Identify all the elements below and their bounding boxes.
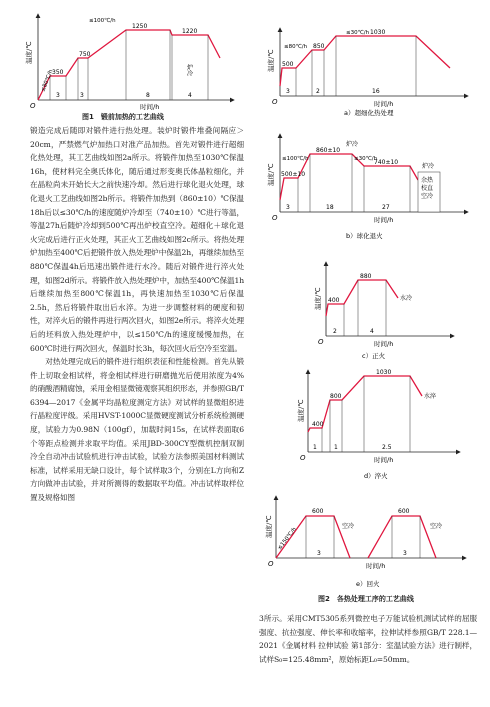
fig1-y-label: 温度/℃ [25,41,33,64]
fig1-origin: O [30,102,36,110]
fig2d-y-label: 温度/℃ [297,399,305,422]
fig2b-temp-740: 740±10 [374,159,399,166]
fig1-temp-1250: 1250 [132,23,148,30]
fig2a-temp-1030: 1030 [370,29,386,36]
fig2b-time-27: 27 [382,204,390,211]
paragraph-tensile: 3所示。采用CMT5305系列微控电子万能试验机测试试样的屈服强度、抗拉强度、伸长率和收缩率，拉伸试样参照GB/T 228.1—2021《金属材料 拉伸试验 第1部分：室温试验方法》进行制样，试样S₀=125.48mm²，原始标距L₀=50mm。 [259,614,477,664]
fig2b-rate-label: ≤100℃/h [282,156,309,162]
fig1-temp-1220: 1220 [182,28,198,35]
fig2d-cool: 水淬 [424,393,437,400]
fig2d-time-1b: 1 [334,444,338,451]
fig1-rate-label: ≤80℃/h [40,69,55,93]
fig2c-temp-880: 880 [360,273,372,280]
fig2c-time-2: 2 [333,328,337,335]
fig2e-cool-1: 空冷 [342,523,355,530]
fig2b-furnace2: 炉冷 [422,163,435,170]
fig1-temp-350: 350 [52,69,64,76]
fig2d-time-1a: 1 [313,444,317,451]
fig2d-x-label: 时间/h [374,456,394,464]
fig1-time-3a: 3 [56,92,60,99]
fig2c-y-label: 温度/℃ [314,287,322,310]
fig2b-y-label: 温度/℃ [267,163,275,186]
figure-2c-chart [314,258,464,360]
fig2e-origin: O [268,560,274,568]
fig1-rate2-label: ≤100℃/h [89,18,116,24]
fig2c-x-label: 时间/h [374,340,394,348]
fig2b-temp-500: 500±10 [281,171,306,178]
figure-2d-chart [294,366,468,482]
fig1-caption: 图1 锻前加热的工艺曲线 [82,113,164,121]
fig2e-temp-600a: 600 [312,508,324,515]
fig1-time-3b: 3 [80,92,84,99]
fig2b-time-18: 18 [326,204,334,211]
fig2a-time-16: 16 [372,88,380,95]
figure-2e-chart [262,492,472,592]
fig2e-curve-2 [368,516,436,558]
fig2a-y-label: 温度/℃ [267,49,275,72]
fig2b-x-label: 时间/h [374,216,394,224]
fig2a-caption: a）超细化热处理 [344,109,394,117]
left-column-text [30,124,244,505]
fig2c-origin: O [318,338,324,346]
fig2e-time-3a: 3 [317,550,321,557]
fig2d-temp-400: 400 [312,421,324,428]
fig2a-rate2-label: ≤30℃/h [346,30,370,36]
fig2e-x-label: 时间/h [366,562,386,570]
fig2b-origin: O [272,214,278,222]
figure-2a-chart [264,26,472,118]
fig1-time-8: 8 [146,92,150,99]
paragraph-characterization: 对热处理完成后的锻件进行组织表征和性能检测。首先从锻件上切取金相试样，将金相试样进行研磨抛光后使用浓度为4%的硝酸酒精腐蚀，采用金相显微镜观察其组织形态，并参照GB/T 6394—2017《金属平均晶粒度测定方法》对试样的显微组织进行晶粒度评级。采用HVST-1000C显微硬度测试分析系统检测硬度，试验力为0.98N（100gf），加载时间15s，在试样表面取6个等距点检测并求取平均值。采用JBD-300CY型微机控制双制冷全自动冲击试验机进行冲击试验，试验方法参照美国材料测试标准，试样采用无缺口设计，每个试样取3个，分别在L方向和Z方向做冲击试验，并对所测得的数据取平均值。冲击试样取样位置及规格如图 [30,357,244,503]
fig2a-x-label: 时间/h [374,100,394,108]
fig2e-rate-label: ≤150℃/h [276,526,298,552]
fig2c-caption: c）正火 [362,352,386,360]
right-column-text [259,612,477,666]
fig2d-origin: O [300,454,306,462]
fig2c-cool: 水冷 [400,295,413,302]
fig2a-rate-label: ≤80℃/h [284,44,308,50]
fig2e-time-3b: 3 [403,550,407,557]
fig2e-temp-600b: 600 [398,508,410,515]
fig2a-time-3: 3 [286,88,290,95]
fig2e-cool-2: 空冷 [430,523,443,530]
fig1-furnace-label: 炉冷 [185,64,193,76]
fig2b-temp-860: 860±10 [316,147,341,154]
fig2d-curve [308,376,422,432]
fig2a-temp-500: 500 [282,61,294,68]
fig2a-origin: O [272,98,278,106]
fig2e-caption: e）回火 [356,580,380,588]
fig2-caption: 图2 各热处理工序的工艺曲线 [318,595,414,603]
fig2e-y-label: 温度/℃ [265,515,273,538]
figure-1-chart [22,8,244,112]
figure-2b-chart [264,130,472,242]
fig2a-temp-850: 850 [313,43,325,50]
fig2b-note-1: 余热校直空冷 [421,177,434,200]
fig2b-rate2-label: ≤30℃/h [354,156,378,162]
fig2b-furnace1: 炉冷 [346,141,359,148]
fig2a-time-2: 2 [316,88,320,95]
fig1-time-4: 4 [188,92,192,99]
fig1-temp-750: 750 [79,51,91,58]
fig2d-time-2.5: 2.5 [382,444,392,451]
fig2b-caption: b）球化退火 [346,232,383,240]
fig1-x-label: 时间/h [140,103,160,111]
fig1-curve [38,30,220,100]
fig2d-caption: d）淬火 [364,472,388,480]
fig2b-time-3: 3 [286,204,290,211]
fig2c-temp-400: 400 [328,297,340,304]
fig2d-temp-800: 800 [330,393,342,400]
fig2c-time-4: 4 [370,328,374,335]
paragraph-heat-treatment: 锻造完成后随即对锻件进行热处理。装炉时锻件堆叠间隔应＞20cm，严禁燃气炉加热口对准产品加热。首先对锻件进行超细化热处理，其工艺曲线如图2a所示。将锻件加热至1030℃保温16h，使材料完全奥氏体化，随后通过形变奥氏体晶粒细化，并在晶粒尚未开始长大之前快速冷却。然后进行球化退火处理，球化退火工艺曲线如图2b所示。将锻件加热到（860±10）℃保温18h后以≤30℃/h的速度随炉冷却至（740±10）℃进行等温，等温27h后随炉冷却到500℃再出炉校直空冷。超细化＋球化退火完成后进行正火处理，其正火工艺曲线如图2c所示。将热处理炉加热至400℃后把锻件放入热处理炉中保温2h，再继续加热至880℃保温4h后迅速出锻件进行水冷。随后对锻件进行淬火处理，如图2d所示。将锻件放入热处理炉中，加热至400℃保温1h后继续加热至800℃保温1h，再快速加热至1030℃后保温2.5h，然后将锻件取出后水淬。为进一步调整材料的硬度和韧性，对淬火后的锻件再进行两次回火，如图2e所示。将淬火处理后的坯料放入热处理炉中，以≤150℃/h的速度缓慢加热，在600℃时进行两次回火，保温时长3h，每次回火后空冷至室温。 [30,126,244,353]
fig2d-temp-1030: 1030 [376,369,392,376]
